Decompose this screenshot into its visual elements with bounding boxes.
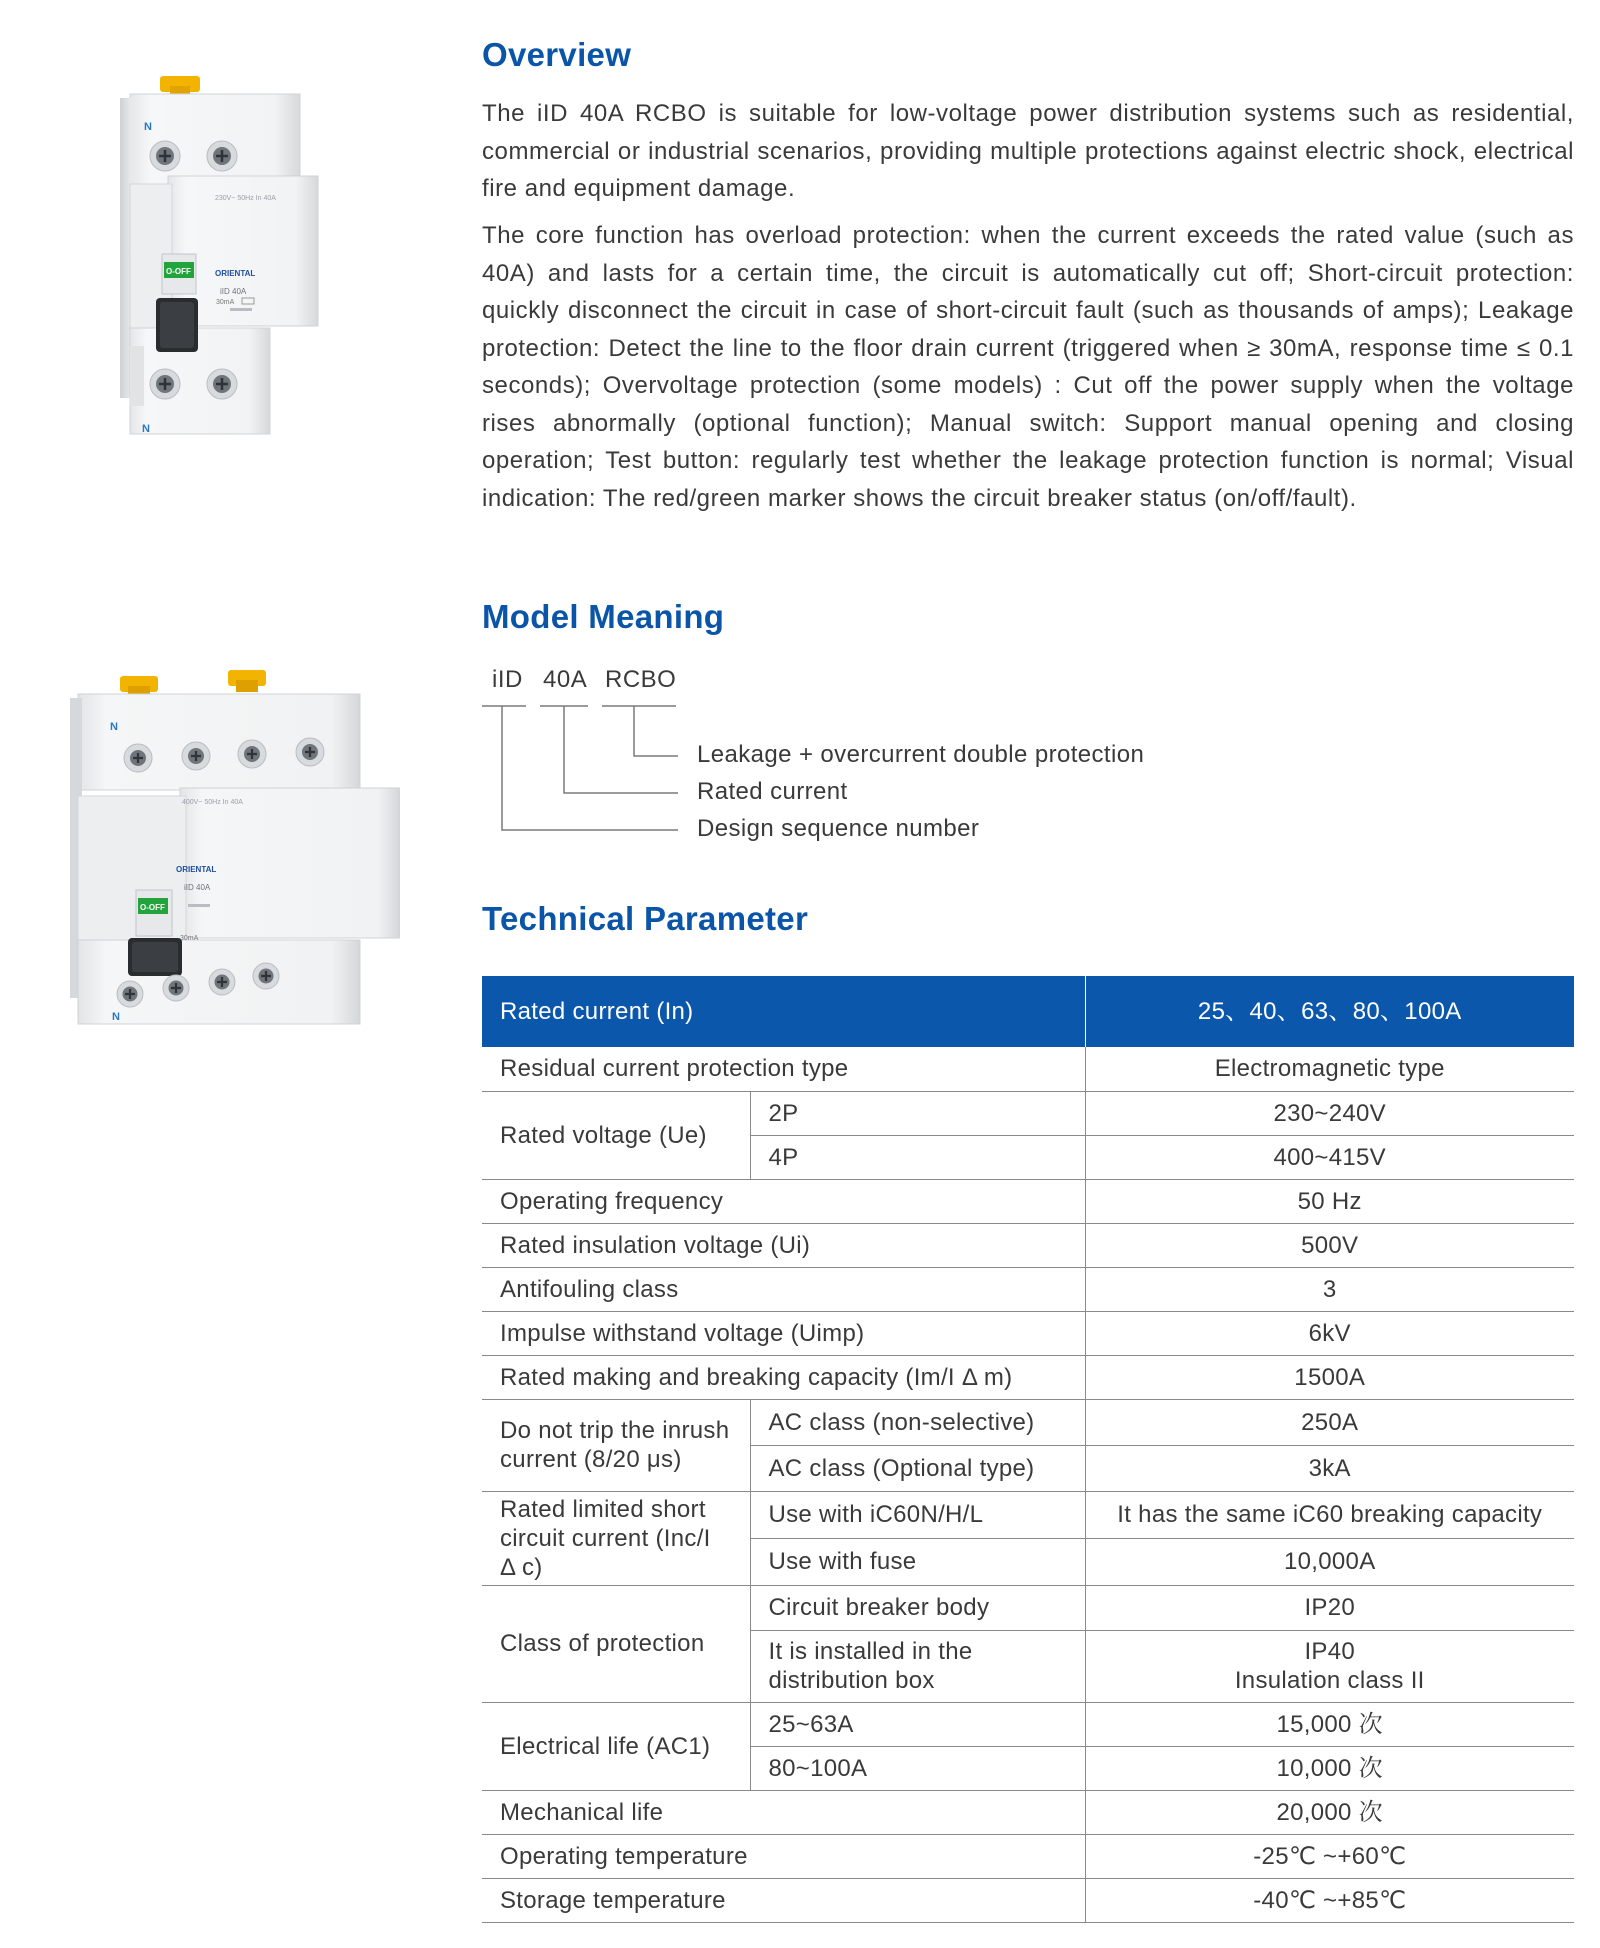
param-value: 500V	[1085, 1223, 1574, 1267]
param-value: 3kA	[1085, 1445, 1574, 1491]
table-row	[482, 1834, 1574, 1878]
param-value: 230~240V	[1085, 1091, 1574, 1135]
overview-heading: Overview	[482, 36, 632, 73]
param-value: 400~415V	[1085, 1135, 1574, 1179]
product-image-4p	[70, 668, 400, 1028]
model-label-protection: Leakage + overcurrent double protection	[697, 741, 1145, 768]
model-code-rcbo: RCBO	[605, 666, 677, 693]
table-row	[482, 1223, 1574, 1267]
overview-paragraph-1: The iID 40A RCBO is suitable for low-voltage power distribution systems such as residential, commercial or industrial scenarios, providing multiple protections against electric shock, electrical fire and equipment damage.	[482, 100, 1574, 202]
model-code-iid: iID	[492, 666, 523, 693]
param-value: 20,000 次	[1085, 1790, 1574, 1834]
param-value: 10,000 次	[1085, 1746, 1574, 1790]
model-label-current: Rated current	[697, 778, 848, 805]
param-value-line-1: IP40	[1304, 1638, 1356, 1665]
rating-text: 230V~ 50Hz In 40A	[215, 195, 276, 202]
param-value: 50 Hz	[1085, 1179, 1574, 1223]
param-sub: Circuit breaker body	[750, 1585, 1085, 1630]
param-value: -25℃ ~+60℃	[1085, 1834, 1574, 1878]
param-sub: AC class (Optional type)	[750, 1445, 1085, 1491]
technical-parameter-heading: Technical Parameter	[482, 900, 809, 937]
param-value: Electromagnetic type	[1085, 1047, 1574, 1091]
param-name: Electrical life (AC1)	[482, 1702, 750, 1790]
param-value: It has the same iC60 breaking capacity	[1085, 1491, 1574, 1538]
sensitivity-text: 30mA	[216, 299, 235, 306]
neutral-mark-bottom-4p: N	[112, 1011, 120, 1023]
param-name: Rated insulation voltage (Ui)	[482, 1223, 1085, 1267]
model-meaning-diagram	[482, 666, 1282, 886]
param-value-line-2: Insulation class II	[1234, 1667, 1425, 1694]
table-header-row	[482, 976, 1574, 1047]
table-row	[482, 1491, 1574, 1538]
param-value	[1085, 1630, 1574, 1702]
model-code-40a: 40A	[543, 666, 588, 693]
product-image-2p	[120, 76, 320, 452]
param-value: 3	[1085, 1267, 1574, 1311]
param-value: 1500A	[1085, 1355, 1574, 1399]
param-sub: AC class (non-selective)	[750, 1399, 1085, 1445]
param-name: Do not trip the inrush current (8/20 μs)	[482, 1399, 750, 1491]
param-name: Storage temperature	[482, 1878, 1085, 1922]
header-value: 25、40、63、80、100A	[1085, 976, 1574, 1047]
param-value: -40℃ ~+85℃	[1085, 1878, 1574, 1922]
table-row	[482, 1179, 1574, 1223]
table-row	[482, 1047, 1574, 1091]
table-row	[482, 1790, 1574, 1834]
model-meaning-heading: Model Meaning	[482, 598, 725, 635]
table-row	[482, 1585, 1574, 1630]
model-label-sequence: Design sequence number	[697, 815, 980, 842]
model-text: iID 40A	[220, 287, 247, 296]
table-row	[482, 1355, 1574, 1399]
param-sub: Use with fuse	[750, 1538, 1085, 1585]
param-name: Operating frequency	[482, 1179, 1085, 1223]
brand-logo: ORIENTAL	[215, 269, 256, 278]
switch-label-4p: O-OFF	[140, 903, 165, 912]
neutral-mark-bottom: N	[142, 423, 150, 435]
model-connector-lines	[482, 666, 1282, 886]
param-name: Operating temperature	[482, 1834, 1085, 1878]
product-image-column	[0, 0, 440, 1948]
table-row	[482, 1399, 1574, 1445]
param-sub: Use with iC60N/H/L	[750, 1491, 1085, 1538]
header-name: Rated current (In)	[482, 976, 1085, 1047]
param-name: Rated making and breaking capacity (Im/I Δ m)	[482, 1355, 1085, 1399]
rating-text-4p: 400V~ 50Hz In 40A	[182, 799, 243, 806]
brand-logo-4p: ORIENTAL	[176, 865, 217, 874]
param-sub: 80~100A	[750, 1746, 1085, 1790]
param-name: Mechanical life	[482, 1790, 1085, 1834]
model-text-4p: iID 40A	[184, 883, 211, 892]
param-sub: 2P	[750, 1091, 1085, 1135]
overview-paragraph-2: The core function has overload protection: when the current exceeds the rated value (such as 40A) and lasts for a certain time, the circuit is automatically cut off; Short-circuit protection: quickly disconnect the circuit in case of short-circuit fault (such as thousands of amps); Leakage protection: Detect the line to the floor drain current (triggered when ≥ 30mA, response time ≤ 0.1 seconds); Overvoltage protection (some models) : Cut off the power supply when the voltage rises abnormally (optional function); Manual switch: Support manual opening and closing operation; Test button: regularly test whether the leakage protection function is normal; Visual indication: The red/green marker shows the circuit breaker status (on/off/fault).	[482, 222, 1574, 512]
param-value: 10,000A	[1085, 1538, 1574, 1585]
param-value: 250A	[1085, 1399, 1574, 1445]
param-sub: 4P	[750, 1135, 1085, 1179]
param-name: Class of protection	[482, 1585, 750, 1702]
table-row	[482, 1267, 1574, 1311]
param-name: Rated limited short circuit current (Inc/I Δ c)	[482, 1491, 750, 1585]
param-name: Antifouling class	[482, 1267, 1085, 1311]
sensitivity-text-4p: 30mA	[180, 935, 199, 942]
table-row	[482, 1702, 1574, 1746]
technical-parameter-table	[482, 976, 1574, 1923]
param-sub: 25~63A	[750, 1702, 1085, 1746]
param-sub: It is installed in the distribution box	[750, 1630, 1085, 1702]
switch-label: O-OFF	[166, 267, 191, 276]
table-row	[482, 1091, 1574, 1135]
param-value: 6kV	[1085, 1311, 1574, 1355]
neutral-mark-top-4p: N	[110, 721, 118, 733]
table-row	[482, 1311, 1574, 1355]
param-value: 15,000 次	[1085, 1702, 1574, 1746]
param-name: Residual current protection type	[482, 1047, 1085, 1091]
param-value: IP20	[1085, 1585, 1574, 1630]
neutral-mark-top: N	[144, 121, 152, 133]
table-row	[482, 1878, 1574, 1922]
param-name: Impulse withstand voltage (Uimp)	[482, 1311, 1085, 1355]
param-name: Rated voltage (Ue)	[482, 1091, 750, 1179]
